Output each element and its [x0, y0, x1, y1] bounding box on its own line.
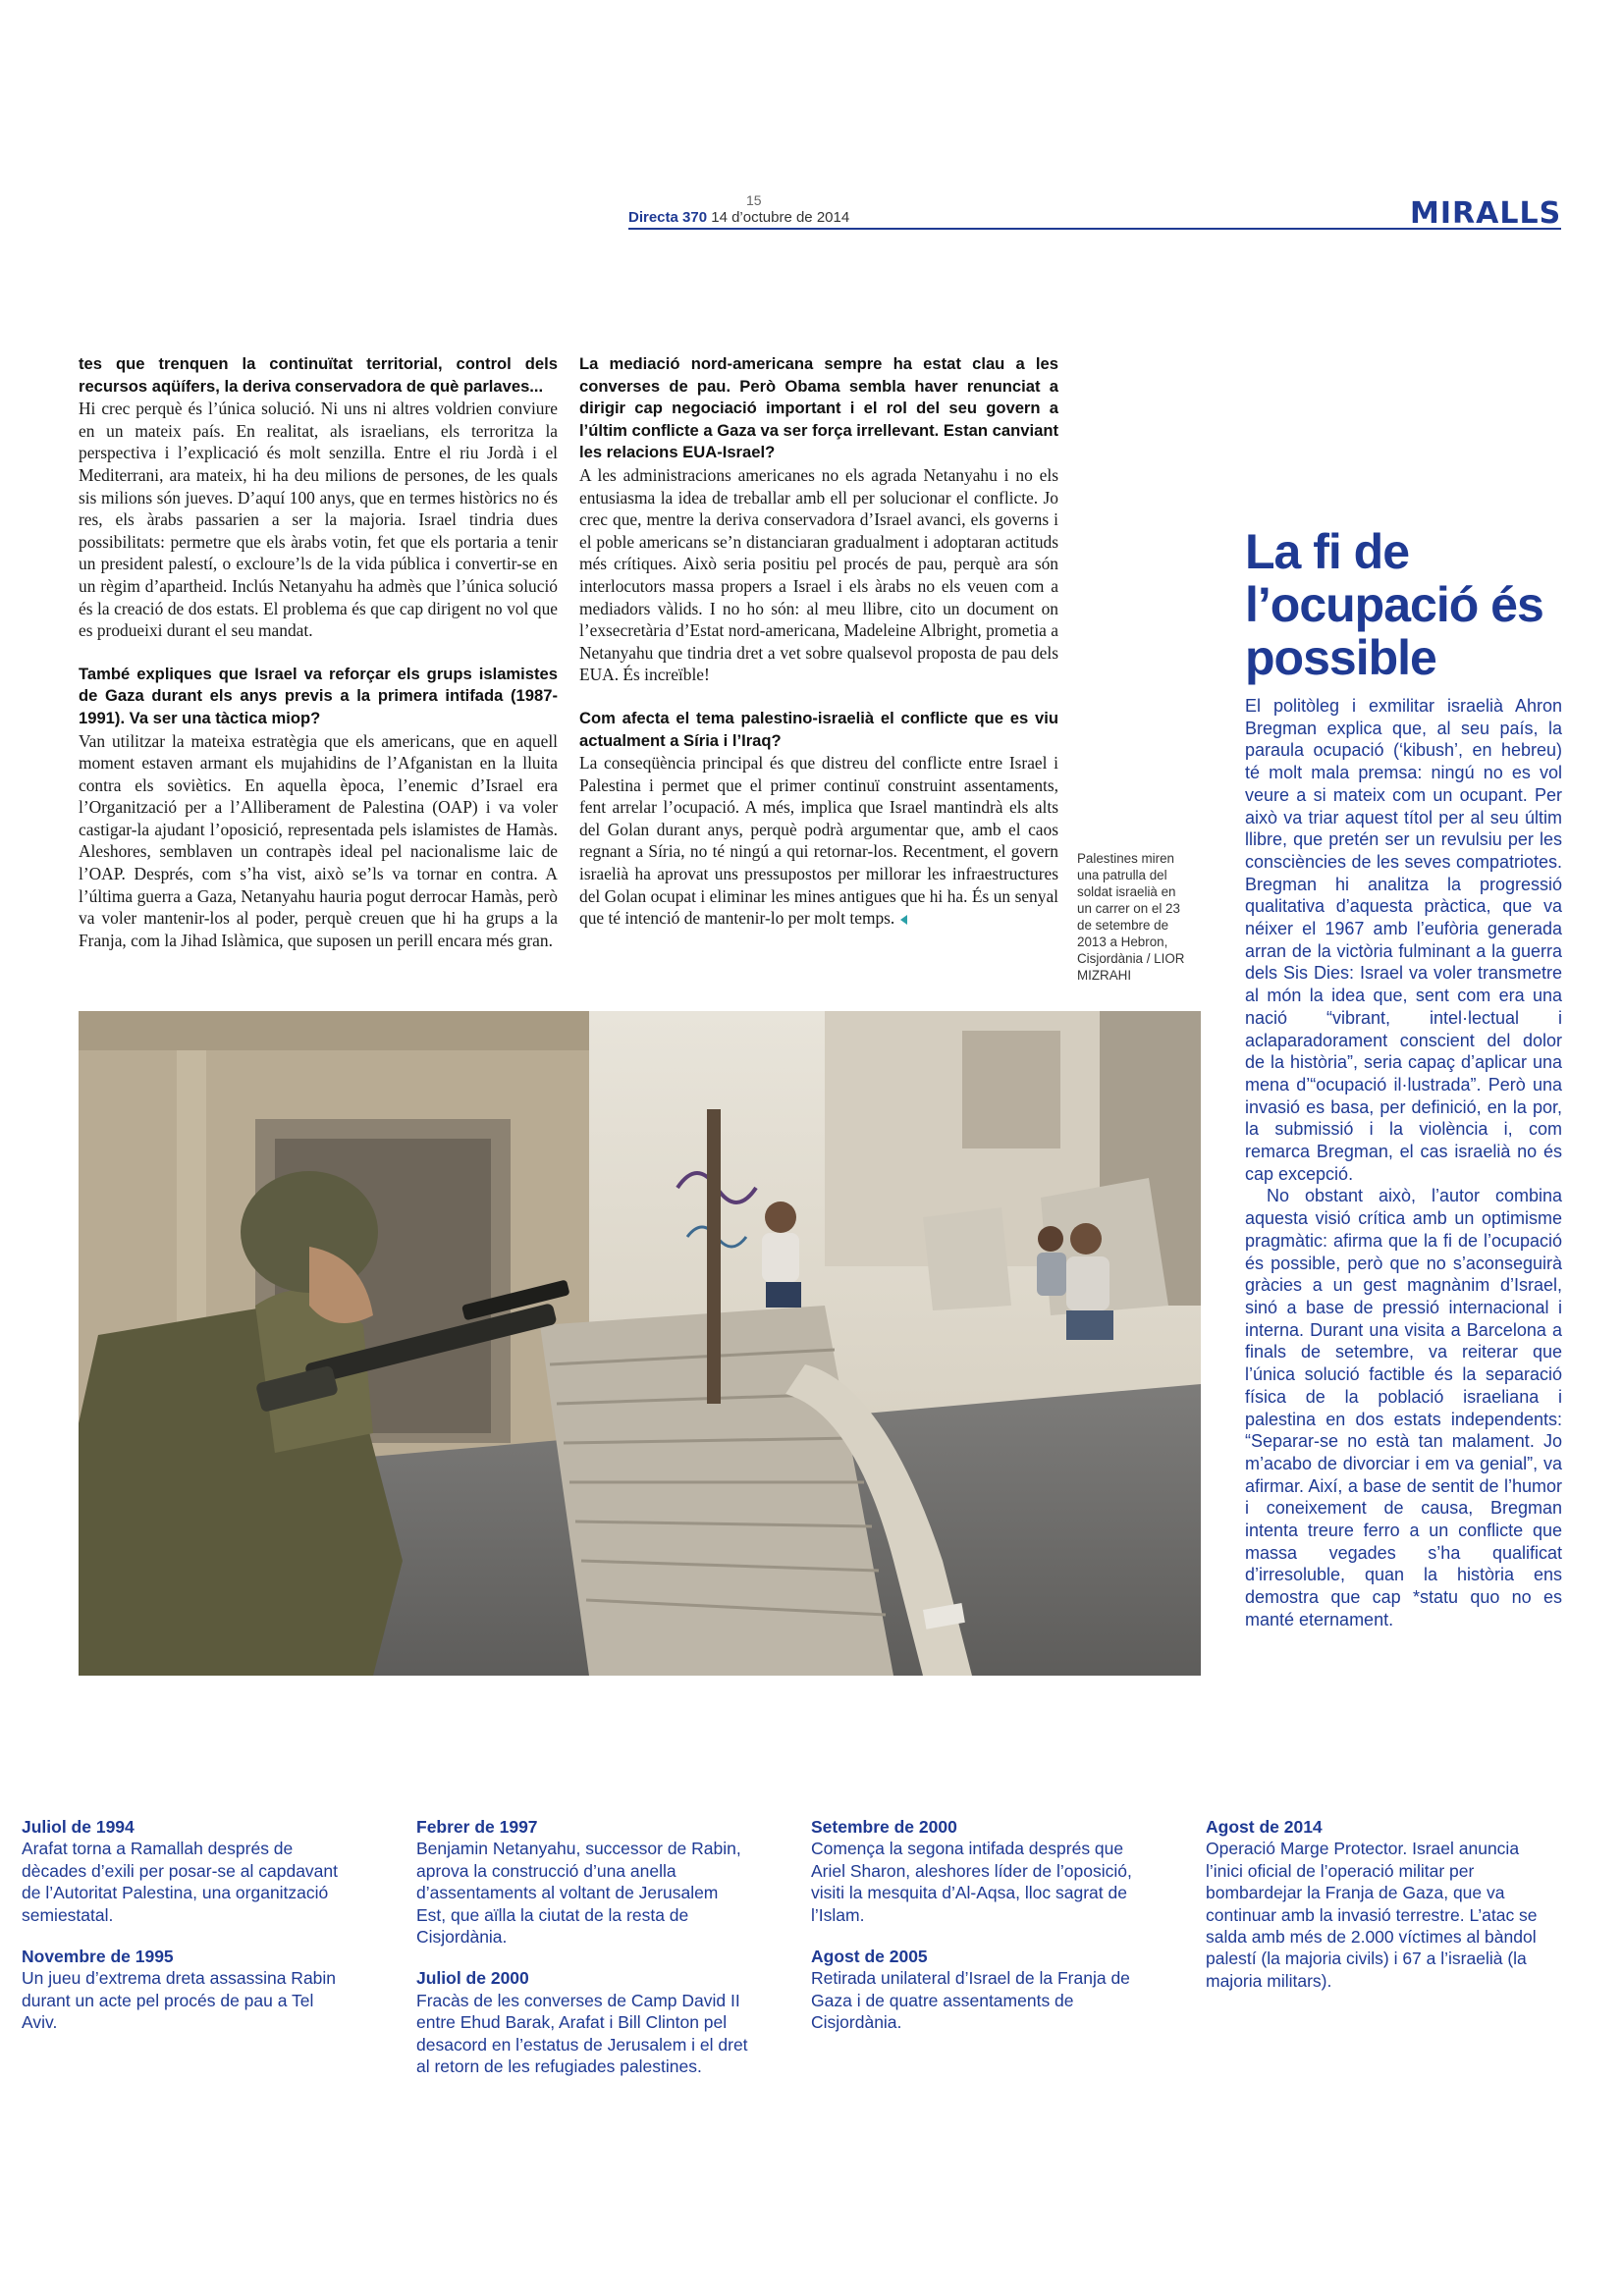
timeline-column-1: [22, 1816, 346, 2054]
page-number: 15: [746, 192, 762, 208]
timeline-event: [1206, 1816, 1540, 1992]
timeline-column-3: [811, 1816, 1145, 2054]
timeline-text: Retirada unilateral d’Israel de la Franja de Gaza i de quatre assentaments de Cisjordània.: [811, 1968, 1130, 2033]
timeline-event: [416, 1816, 750, 1948]
sidebar-text: [1245, 695, 1562, 1631]
interview-answer: Van utilitzar la mateixa estratègia que els americans, que en aquell moment estaven armant els mujahidins de l’Afganistan en la lluita contra els soviètics. En aquella època, l’enemic d’Israel era l’Organització per a l’Alliberament de Palestina (OAP) i va voler castigar-la ajudant l’oposició, representada pels islamistes de Hamàs. Aleshores, semblaven un contrapès ideal pel nacionalisme laic de l’OAP. Després, com s’ha vist, això se’ls va tornar en contra. A l’última guerra a Gaza, Netanyahu hauria pogut derrocar Hamàs, però va voler mantenir-los al poder, perquè creuen que hi ha grups a la Franja, com la Jihad Islàmica, que suposen un perill encara més gran.: [79, 730, 558, 950]
timeline-date: Novembre de 1995: [22, 1947, 174, 1967]
article-column-1: [79, 353, 558, 951]
sidebar-paragraph: El politòleg i exmilitar israelià Ahron Bregman explica que, al seu país, la paraula ocupació (‘kibush’, en hebreu) té molt mala premsa: ningú no es vol veure a si mateix com un ocupant. Per això va triar aquest títol per al seu últim llibre, que pretén ser un revulsiu per les consciències de les seves compatriotes. Bregman hi analitza la progressió qualitativa d’aquesta pràctica, que va néixer el 1967 amb l’eufòria generada arran de la victòria fulminant a la guerra dels Sis Dies: Israel va voler transmetre al món la idea que, sent com era una nació “vibrant, intel·lectual i aclaparadorament conscient del dolor de la història”, seria capaç d’aplicar una mena d’“ocupació il·lustrada”. Però una invasió es basa, per definició, en la por, la submissió i la violència i, com remarca Bregman, el cas israelià no és cap excepció.: [1245, 696, 1562, 1184]
timeline-date: Juliol de 2000: [416, 1968, 529, 1989]
timeline-column-4: [1206, 1816, 1540, 2011]
timeline-column-2: [416, 1816, 750, 2097]
issue-date: 14 d’octubre de 2014: [711, 209, 850, 226]
timeline-text: Operació Marge Protector. Israel anuncia l’inici oficial de l’operació militar per bombardejar la Franja de Gaza, que va continuar amb la invasió terrestre. L’atac se salda amb més de 2.000 víctimes al bàndol palestí (la majoria civils) i 67 a l’israelià (la majoria militars).: [1206, 1839, 1538, 1991]
interview-answer: A les administracions americanes no els agrada Netanyahu i no els entusiasma la idea de treballar amb ell per solucionar el conflicte. Jo crec que, mentre la deriva conservadora d’Israel avanci, els governs i el poble americans se’n distanciaran gradualment i adoptaran actituds més crítiques. Això seria positiu pel procés de pau, perquè ara són interlocutors massa propers a Israel i els àrabs no els veuen com a mediadors vàlids. I no ho són: al meu llibre, cito un document on l’exsecretària d’Estat nord-americana, Madeleine Albright, prometia a Netanyahu que tindria dret a vet sobre qualsevol proposta de pau dels EUA. És increïble!: [579, 464, 1058, 685]
news-photo: [79, 1011, 1201, 1676]
timeline-event: [811, 1816, 1145, 1926]
timeline-text: Arafat torna a Ramallah després de dècades d’exili per posar-se al capdavant de l’Autoritat Palestina, una organització semiestatal.: [22, 1839, 338, 1925]
section-title: MIRALLS: [1410, 196, 1562, 231]
timeline-date: Agost de 2005: [811, 1947, 928, 1967]
paragraph-gap: [79, 642, 558, 664]
paragraph-gap: [579, 686, 1058, 708]
interview-question: tes que trenquen la continuïtat territorial, control dels recursos aqüífers, la deriva conservadora de què parlaves...: [79, 354, 558, 396]
sidebar-title: La fi de l’ocupació és possible: [1245, 524, 1543, 685]
timeline-date: Setembre de 2000: [811, 1817, 957, 1837]
timeline-event: [811, 1946, 1145, 2034]
interview-question: Com afecta el tema palestino-israelià el conflicte que es viu actualment a Síria i l’Iraq?: [579, 708, 1058, 750]
timeline-text: Comença la segona intifada després que Ariel Sharon, aleshores líder de l’oposició, visiti la mesquita d’Al-Aqsa, lloc sagrat de l’Islam.: [811, 1839, 1132, 1925]
issue-line: [628, 209, 849, 226]
interview-question: També expliques que Israel va reforçar els grups islamistes de Gaza durant els anys previs a la primera intifada (1987-1991). Va ser una tàctica miop?: [79, 664, 558, 727]
interview-question: La mediació nord-americana sempre ha estat clau a les converses de pau. Però Obama sembla haver renunciat a dirigir cap negociació important i el rol del seu govern a l’últim conflicte a Gaza va ser força irrellevant. Estan canviant les relacions EUA-Israel?: [579, 354, 1058, 462]
timeline-text: Benjamin Netanyahu, successor de Rabin, aprova la construcció d’una anella d’assentaments al voltant de Jerusalem Est, que aïlla la ciutat de la resta de Cisjordània.: [416, 1839, 741, 1948]
sidebar-paragraph: No obstant això, l’autor combina aquesta visió crítica amb un optimisme pragmàtic: afirma que la fi de l’ocupació és possible, però que no s’aconseguirà gràcies a un gest magnànim d’Israel, sinó a base de pressió internacional i interna. Durant una visita a Barcelona a finals de setembre, va reiterar que l’única solució factible és la separació física de la població israeliana i palestina en dos estats independents: “Separar-se no està tan malament. Jo m’acabo de divorciar i em va genial”, va afirmar. Així, a base de sentit de l’humor i coneixement de causa, Bregman intenta treure ferro a un conflicte que massa vegades s’ha qualificat d’irresoluble, quan la història ens demostra que cap *statu quo no es manté eternament.: [1245, 1186, 1562, 1629]
timeline-text: Un jueu d’extrema dreta assassina Rabin durant un acte pel procés de pau a Tel Aviv.: [22, 1968, 337, 2033]
interview-answer: Hi crec perquè és l’única solució. Ni uns ni altres voldrien conviure en un mateix país. En realitat, als israelians, els terroritza la perspectiva i l’explicació és molt senzilla. Entre el riu Jordà i el Mediterrani, ara mateix, hi ha deu milions de persones, de les quals sis milions són jueves. D’aquí 100 anys, que en termes històrics no és res, els àrabs passarien a ser la majoria. Israel tindria dues possibilitats: permetre que els àrabs votin, fet que els portaria a tenir un president palestí, o excloure’ls de la vida pública i convertir-se en un règim d’apartheid. Inclús Netanyahu ha admès que l’única solució és la creació de dos estats. El problema és que cap dirigent no vol que es produeixi durant el seu mandat.: [79, 399, 558, 641]
photo-caption: Palestines miren una patrulla del soldat israelià en un carrer on el 23 de setembre de 2013 a Hebron, Cisjordània / LIOR MIZRAHI: [1077, 851, 1185, 983]
timeline-event: [416, 1967, 750, 2077]
timeline-date: Agost de 2014: [1206, 1817, 1323, 1837]
timeline-event: [22, 1816, 346, 1926]
timeline-date: Juliol de 1994: [22, 1817, 135, 1837]
timeline-text: Fracàs de les converses de Camp David II entre Ehud Barak, Arafat i Bill Clinton pel desacord en l’estatus de Jerusalem i el dret al retorn de les refugiades palestines.: [416, 1990, 748, 2077]
end-of-article-icon: [900, 915, 907, 925]
timeline-date: Febrer de 1997: [416, 1817, 538, 1837]
article-column-2: [579, 353, 1058, 930]
timeline-event: [22, 1946, 346, 2034]
publication-name: Directa 370: [628, 209, 708, 226]
interview-answer: La conseqüència principal és que distreu del conflicte entre Israel i Palestina i permet que el primer continuï construint assentaments, fent arrelar l’ocupació. A més, implica que Israel mantindrà els alts del Golan durant anys, perquè podrà argumentar que, amb el caos regnant a Síria, no té ningú a qui retornar-los. Recentment, el govern israelià ha aprovat uns pressupostos per millorar les infraestructures del Golan ocupat i eliminar les mines antigues que hi ha. És un senyal que té intenció de mantenir-lo per molt temps.: [579, 753, 1058, 929]
photo-scene: [79, 1011, 1201, 1676]
